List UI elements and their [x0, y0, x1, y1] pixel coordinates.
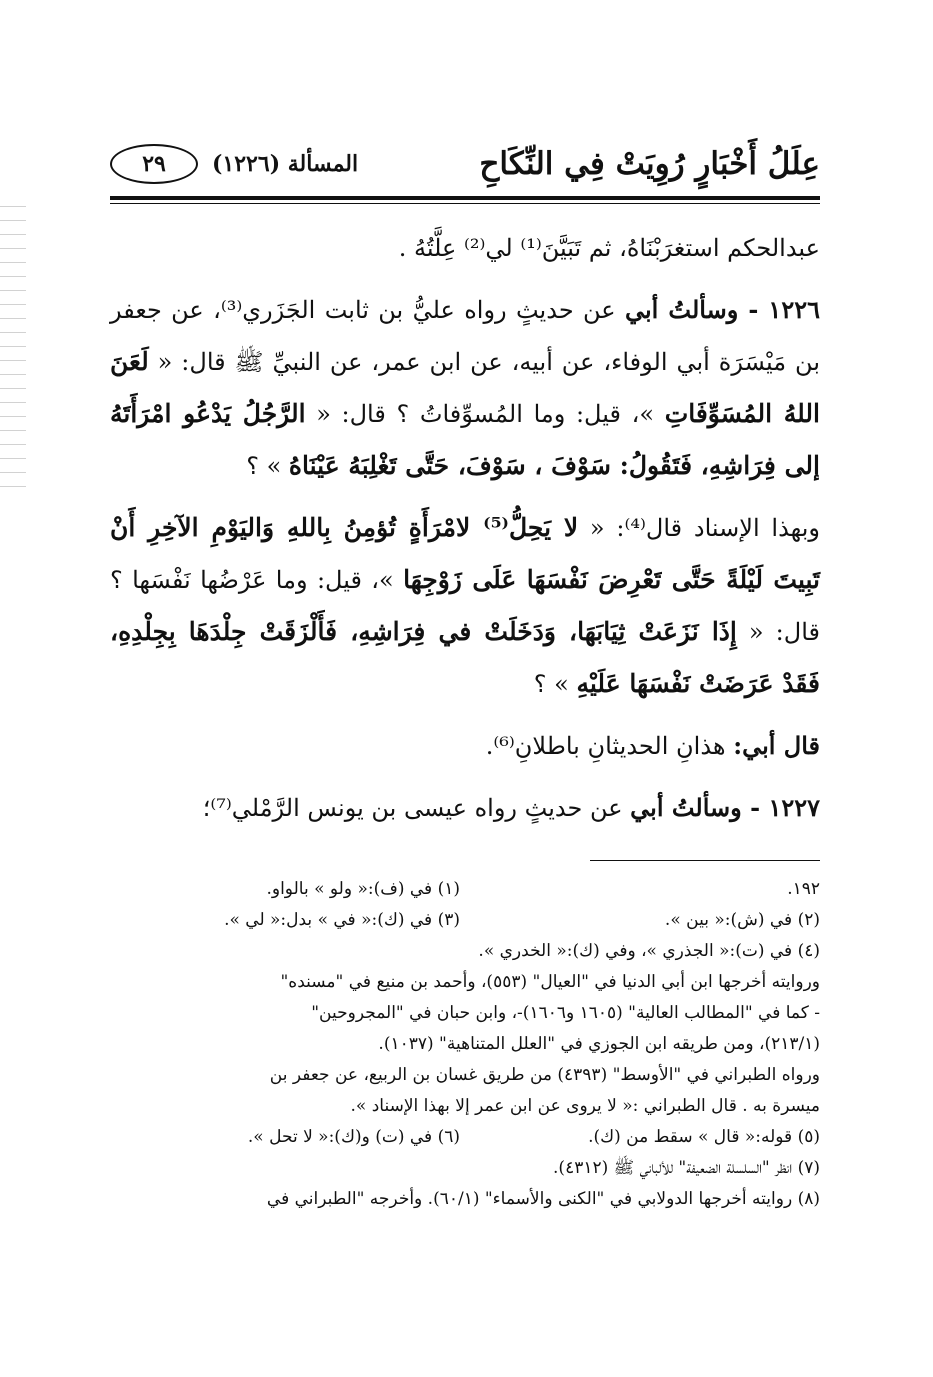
question-1227-text: عن حديثٍ رواه عيسى بن يونس الرَّمْلي⁽⁷⁾؛ — [202, 794, 631, 822]
footnote-line: ميسرة به . قال الطبراني :« لا يروى عن ابن عمر إلا بهذا الإسناد ». — [350, 1096, 820, 1116]
scan-edge-artifact — [0, 200, 26, 500]
footnote-row — [110, 874, 820, 905]
hadith-text: لا يَحِلُّ⁽⁵⁾ لامْرَأَةٍ تُؤمِنُ بِاللهِ وَاليَوْمِ الآخِرِ أَنْ تَبِيتَ لَيْلَةً حَتَّى تَعْرِضَ نَفْسَهَا عَلَى زَوْجِهَا — [110, 513, 820, 594]
question-1226-end: » ؟ — [246, 452, 289, 480]
footnote-item: (٢) في (ش):« بين ». — [664, 910, 820, 930]
footnote-item: (١) في (ف):« ولو » بالواو. — [266, 879, 460, 899]
hadith-text: الرَّجُلُ يَدْعُو امْرَأَتَهُ إلى فِرَاشِهِ، فَتَقُولُ: سَوْفَ ، سَوْفَ، حَتَّى تَغْلِبَهُ عَيْنَاهُ — [110, 399, 820, 480]
question-1226-lead: ١٢٢٦ - وسألتُ أبي — [624, 295, 820, 324]
footnotes — [110, 874, 820, 1215]
footnote-row — [110, 1122, 820, 1153]
second-narration — [110, 502, 820, 710]
footnote-item: (٤) في (ت):« الجذري »، وفي (ك):« الخدري ». — [478, 941, 820, 961]
second-narration-mid: »، قيل: وما عَرْضُها نَفْسَها ؟ قال: « — [110, 566, 820, 646]
question-1226-text: عن حديثٍ رواه عليُّ بن ثابت الجَزَري⁽³⁾، عن جعفر بن مَيْسَرَة أبي الوفاء، عن أبيه، عن ابن عمر، عن النبيِّ ﷺ قال: « — [110, 296, 820, 376]
question-1227-lead: ١٢٢٧ - وسألتُ أبي — [630, 793, 820, 822]
footnote-line: (٢١٣/١)، ومن طريقه ابن الجوزي في "العلل المتناهية" (١٠٣٧). — [378, 1034, 820, 1054]
footnote-row — [110, 905, 820, 936]
footnote-item: (٦) في (ت) و(ك):« لا تحل ». — [247, 1127, 460, 1147]
footnote-line: ورواه الطبراني في "الأوسط" (٤٣٩٣) من طريق غسان بن الربيع، عن جعفر بن — [269, 1065, 820, 1085]
hadith-text: لَعَنَ اللهُ المُسَوِّفَاتِ — [110, 347, 820, 428]
question-1226 — [110, 284, 820, 492]
running-header — [110, 140, 820, 188]
header-rule-thin — [110, 203, 820, 204]
footnote-item: (٥) قوله:« قال » سقط من (ك). — [588, 1127, 820, 1147]
verdict-lead: قال أبي: — [733, 731, 820, 760]
main-text — [110, 222, 820, 834]
footnote-item: (٧) انظر "السلسلة الضعيفة" للألباني ﷺ (٤٣١٢). — [553, 1158, 820, 1178]
book-title: عِلَلُ أَخْبَارٍ رُوِيَتْ فِي النِّكَاحِ — [479, 146, 820, 182]
footnote-line: وروايته أخرجها ابن أبي الدنيا في "العيال" (٥٥٣)، وأحمد بن منيع في "مسنده" — [280, 972, 820, 992]
second-narration-end: » ؟ — [533, 670, 577, 698]
hadith-text: إِذَا نَزَعَتْ ثِيَابَهَا، وَدَخَلَتْ في فِرَاشِهِ، فَأَلْزَقَتْ جِلْدَهَا بِجِلْدِهِ، فَقَدْ عَرَضَتْ نَفْسَهَا عَلَيْهِ — [110, 617, 820, 698]
question-1227 — [110, 782, 820, 834]
footnote-line: - كما في "المطالب العالية" (١٦٠٥ و١٦٠٦)-، وابن حبان في "المجروحين" — [311, 1003, 820, 1023]
question-1226-mid: »، قيل: وما المُسوِّفاتُ ؟ قال: « — [305, 400, 665, 428]
footnote-separator — [590, 860, 820, 861]
issue-label: المسألة (١٢٢٦) — [212, 151, 359, 177]
header-rule-thick — [110, 196, 820, 200]
footnote-item: ١٩٢. — [787, 879, 820, 899]
verdict-text: هذانِ الحديثانِ باطلانِ⁽⁶⁾. — [485, 732, 734, 760]
second-narration-intro: وبهذا الإسناد قال⁽⁴⁾: « — [578, 514, 820, 542]
footnote-item: (٨) روايته أخرجها الدولابي في "الكنى والأسماء" (٦٠/١). وأخرجه "الطبراني في — [266, 1189, 820, 1209]
footnote-item: (٣) في (ك):« في » بدل:« لي ». — [224, 910, 460, 930]
verdict — [110, 720, 820, 772]
header-meta — [110, 144, 358, 184]
page-number: ٢٩ — [110, 144, 198, 184]
continuation-line: عبدالحكم استغرَبْنَاهُ، ثم تَبَيَّنَ⁽¹⁾ لي⁽²⁾ عِلَّتُهُ . — [398, 234, 820, 262]
